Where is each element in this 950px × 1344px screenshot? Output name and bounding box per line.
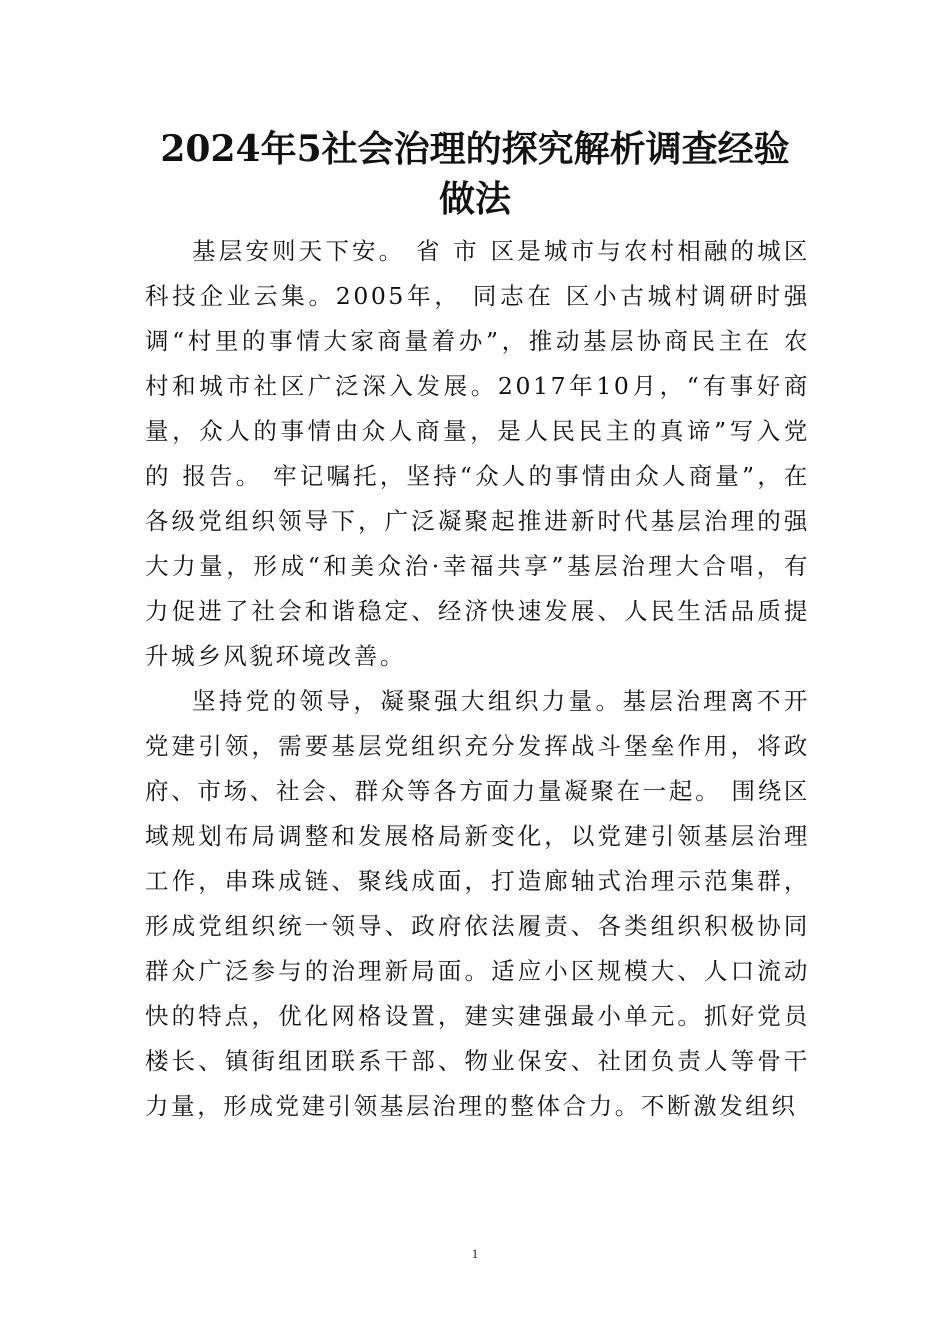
document-body [145, 229, 810, 1129]
page-number: 1 [471, 1246, 479, 1261]
paragraph: 坚持党的领导，凝聚强大组织力量。基层治理离不开党建引领，需要基层党组织充分发挥战斗堡垒作用，将政府、市场、社会、群众等各方面力量凝聚在一起。 围绕区域规划布局调整和发展格局新变化，以党建引领基层治理工作，串珠成链、聚线成面，打造廊轴式治理示范集群，形成党组织统一领导、政府依法履责、各类组织积极协同群众广泛参与的治理新局面。适应小区规模大、人口流动快的特点，优化网格设置，建实建强最小单元。抓好党员楼长、镇街组团联系干部、物业保安、社团负责人等骨干力量，形成党建引领基层治理的整体合力。不断激发组织 [145, 687, 810, 1120]
paragraph: 基层安则天下安。 省 市 区是城市与农村相融的城区科技企业云集。2005年， 同志在 区小古城村调研时强调“村里的事情大家商量着办”，推动基层协商民主在 农村和城市社区广泛深入发展。2017年10月，“有事好商量，众人的事情由众人商量，是人民民主的真谛”写入党的 报告。 牢记嘱托，坚持“众人的事情由众人商量”，在各级党组织领导下，广泛凝聚起推进新时代基层治理的强大力量，形成“和美众治·幸福共享”基层治理大合唱，有力促进了社会和谐稳定、经济快速发展、人民生活品质提升城乡风貌环境改善。 [145, 237, 810, 670]
document-title: 2024年5社会治理的探究解析调查经验做法 [160, 128, 790, 220]
